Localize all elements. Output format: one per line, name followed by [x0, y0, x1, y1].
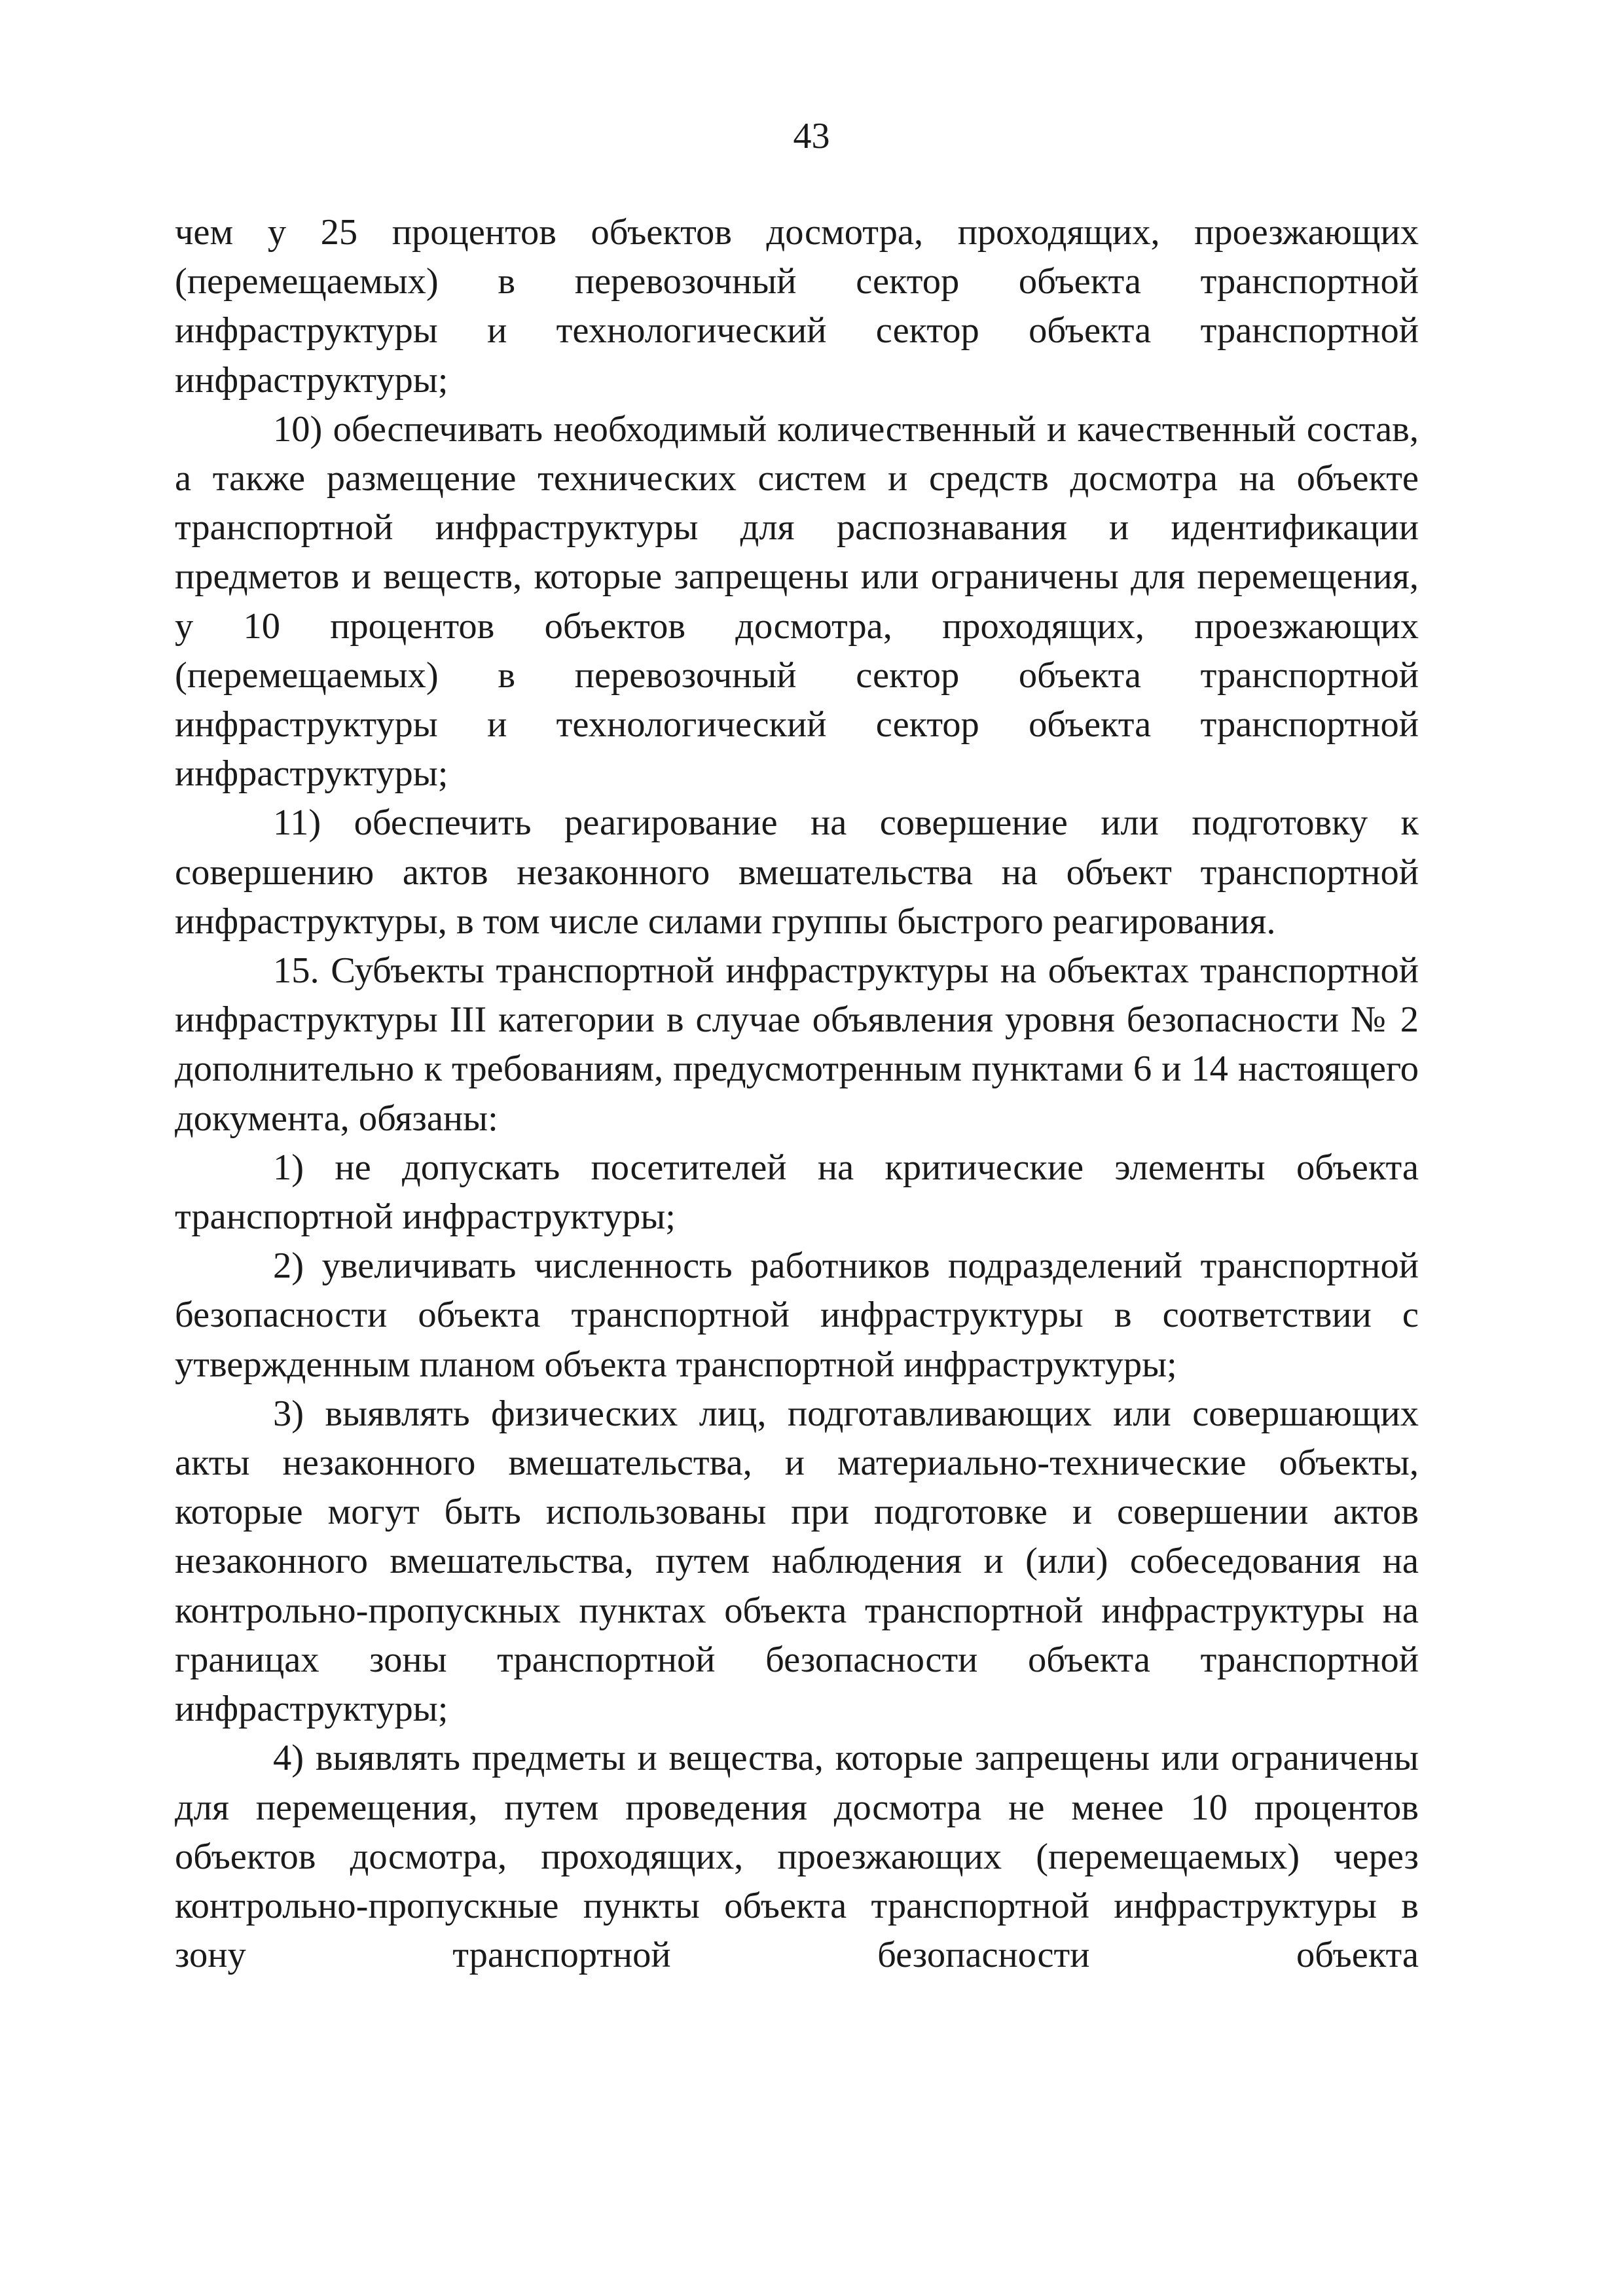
list-item-3: 3) выявлять физических лиц, подготавливающих или совершающих акты незаконного вмешательства, и материально-технические объекты, которые могут быть использованы при подготовке и совершении актов незаконного вмешательства, путем наблюдения и (или) собеседования на контрольно-пропускных пунктах объекта транспортной инфраструктуры на границах зоны транспортной безопасности объекта транспортной инфраструктуры;: [175, 1393, 1419, 1730]
clause-15: 15. Субъекты транспортной инфраструктуры на объектах транспортной инфраструктуры III категории в случае объявления уровня безопасности № 2 дополнительно к требованиям, предусмотренным пунктами 6 и 14 настоящего документа, обязаны:: [175, 950, 1419, 1139]
list-item-4: 4) выявлять предметы и вещества, которые запрещены или ограничены для перемещения, путем проведения досмотра не менее 10 процентов объектов досмотра, проходящих, проезжающих (перемещаемых) через контрольно-пропускные пункты объекта транспортной инфраструктуры в зону транспортной безопасности объекта: [175, 1738, 1419, 1976]
list-item-1: 1) не допускать посетителей на критические элементы объекта транспортной инфраструктуры;: [175, 1147, 1419, 1238]
list-item-2: 2) увеличивать численность работников подразделений транспортной безопасности объекта транспортной инфраструктуры в соответствии с утвержденным планом объекта транспортной инфраструктуры;: [175, 1246, 1419, 1385]
page-number: 43: [793, 116, 830, 156]
list-item-10: 10) обеспечивать необходимый количественный и качественный состав, а также размещение технических систем и средств досмотра на объекте транспортной инфраструктуры для распознавания и идентификации предметов и веществ, которые запрещены или ограничены для перемещения, у 10 процентов объектов досмотра, проходящих, проезжающих (перемещаемых) в перевозочный сектор объекта транспортной инфраструктуры и технологический сектор объекта транспортной инфраструктуры;: [175, 408, 1419, 795]
paragraph-continuation: чем у 25 процентов объектов досмотра, проходящих, проезжающих (перемещаемых) в перевозочный сектор объекта транспортной инфраструктуры и технологический сектор объекта транспортной инфраструктуры;: [175, 212, 1419, 401]
list-item-11: 11) обеспечить реагирование на совершение или подготовку к совершению актов незаконного вмешательства на объект транспортной инфраструктуры, в том числе силами группы быстрого реагирования.: [175, 802, 1419, 942]
document-body: [175, 208, 1419, 1980]
